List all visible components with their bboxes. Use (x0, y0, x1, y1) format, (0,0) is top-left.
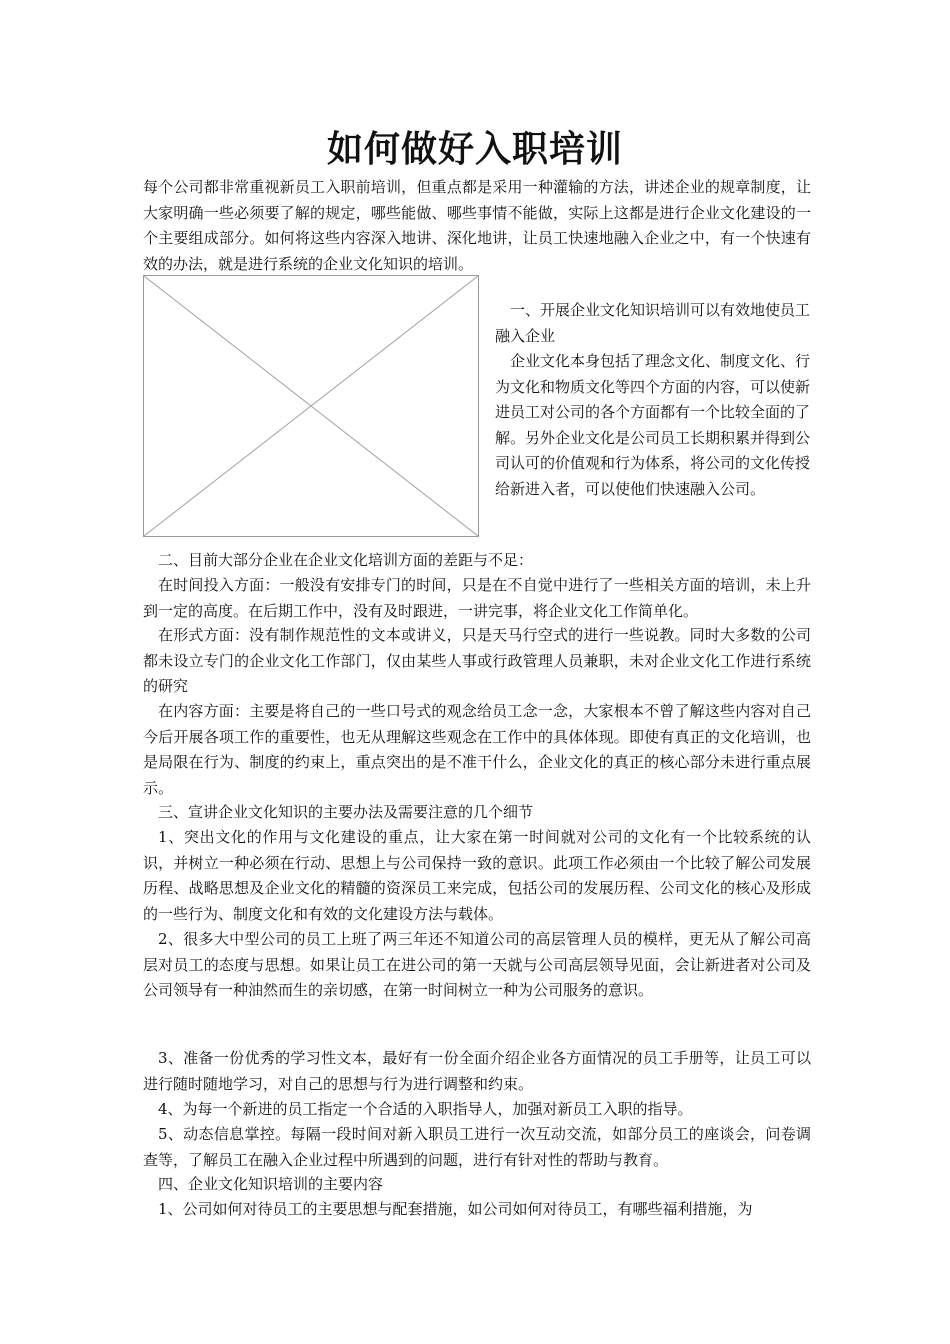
section3-item-1: 1、突出文化的作用与文化建设的重点，让大家在第一时间就对公司的文化有一个比较系统的认识，并树立一种必须在行动、思想上与公司保持一致的意识。此项工作必须由一个比较了解公司发展历程、战略思想及企业文化的精髓的资深员工来完成，包括公司的发展历程、公司文化的核心及形成的一些行为、制度文化和有效的文化建设方法与载体。 (143, 828, 811, 923)
section3-item-2: 2、很多大中型公司的员工上班了两三年还不知道公司的高层管理人员的模样，更无从了解公司高层对员工的态度与思想。如果让员工在进公司的第一天就与公司高层领导见面，会让新进者对公司及公司领导有一种油然而生的亲切感，在第一时间树立一种为公司服务的意识。 (143, 930, 811, 999)
section4-heading: 四、企业文化知识培训的主要内容 (158, 1175, 384, 1193)
section1-heading: 一、开展企业文化知识培训可以有效地使员工融入企业 (495, 301, 811, 345)
section3-item-4: 4、为每一个新进的员工指定一个合适的入职指导人，加强对新员工入职的指导。 (158, 1100, 693, 1118)
intro-paragraph: 每个公司都非常重视新员工入职前培训，但重点都是采用一种灌输的方法，讲述企业的规章制度，让大家明确一些必须要了解的规定，哪些能做、哪些事情不能做，实际上这都是进行企业文化建设的一个主要组成部分。如何将这些内容深入地讲、深化地讲，让员工快速地融入企业之中，有一个快速有效的办法，就是进行系统的企业文化知识的培训。 (143, 178, 811, 273)
placeholder-cross-icon (144, 276, 478, 536)
section3-item-3: 3、准备一份优秀的学习性文本，最好有一份全面介绍企业各方面情况的员工手册等，让员工可以进行随时随地学习，对自己的思想与行为进行调整和约束。 (143, 1049, 811, 1093)
section2-heading: 二、目前大部分企业在企业文化培训方面的差距与不足： (158, 551, 534, 569)
document-title: 如何做好入职培训 (326, 129, 623, 170)
image-placeholder (143, 275, 479, 537)
section3-heading: 三、宣讲企业文化知识的主要办法及需要注意的几个细节 (158, 803, 534, 821)
section3-item-5: 5、动态信息掌控。每隔一段时间对新入职员工进行一次互动交流，如部分员工的座谈会，问卷调查等，了解员工在融入企业过程中所遇到的问题，进行有针对性的帮助与教育。 (143, 1125, 811, 1169)
section4-item-1: 1、公司如何对待员工的主要思想与配套措施，如公司如何对待员工，有哪些福利措施，为 (158, 1200, 753, 1218)
section1-body: 企业文化本身包括了理念文化、制度文化、行为文化和物质文化等四个方面的内容，可以使新进员工对公司的各个方面都有一个比较全面的了解。另外企业文化是公司员工长期积累并得到公司认可的价值观和行为体系，将公司的文化传授给新进入者，可以使他们快速融入公司。 (495, 352, 811, 498)
section2-paragraph-content: 在内容方面：主要是将自己的一些口号式的观念给员工念一念，大家根本不曾了解这些内容对自己今后开展各项工作的重要性，也无从理解这些观念在工作中的具体体现。即使有真正的文化培训，也是局限在行为、制度的约束上，重点突出的是不准干什么，企业文化的真正的核心部分未进行重点展示。 (143, 702, 811, 797)
section2-paragraph-form: 在形式方面：没有制作规范性的文本或讲义，只是天马行空式的进行一些说教。同时大多数的公司都未设立专门的企业文化工作部门，仅由某些人事或行政管理人员兼职，未对企业文化工作进行系统的研究 (143, 626, 811, 695)
section2-paragraph-time: 在时间投入方面：一般没有安排专门的时间，只是在不自觉中进行了一些相关方面的培训，未上升到一定的高度。在后期工作中，没有及时跟进，一讲完事，将企业文化工作简单化。 (143, 576, 811, 620)
